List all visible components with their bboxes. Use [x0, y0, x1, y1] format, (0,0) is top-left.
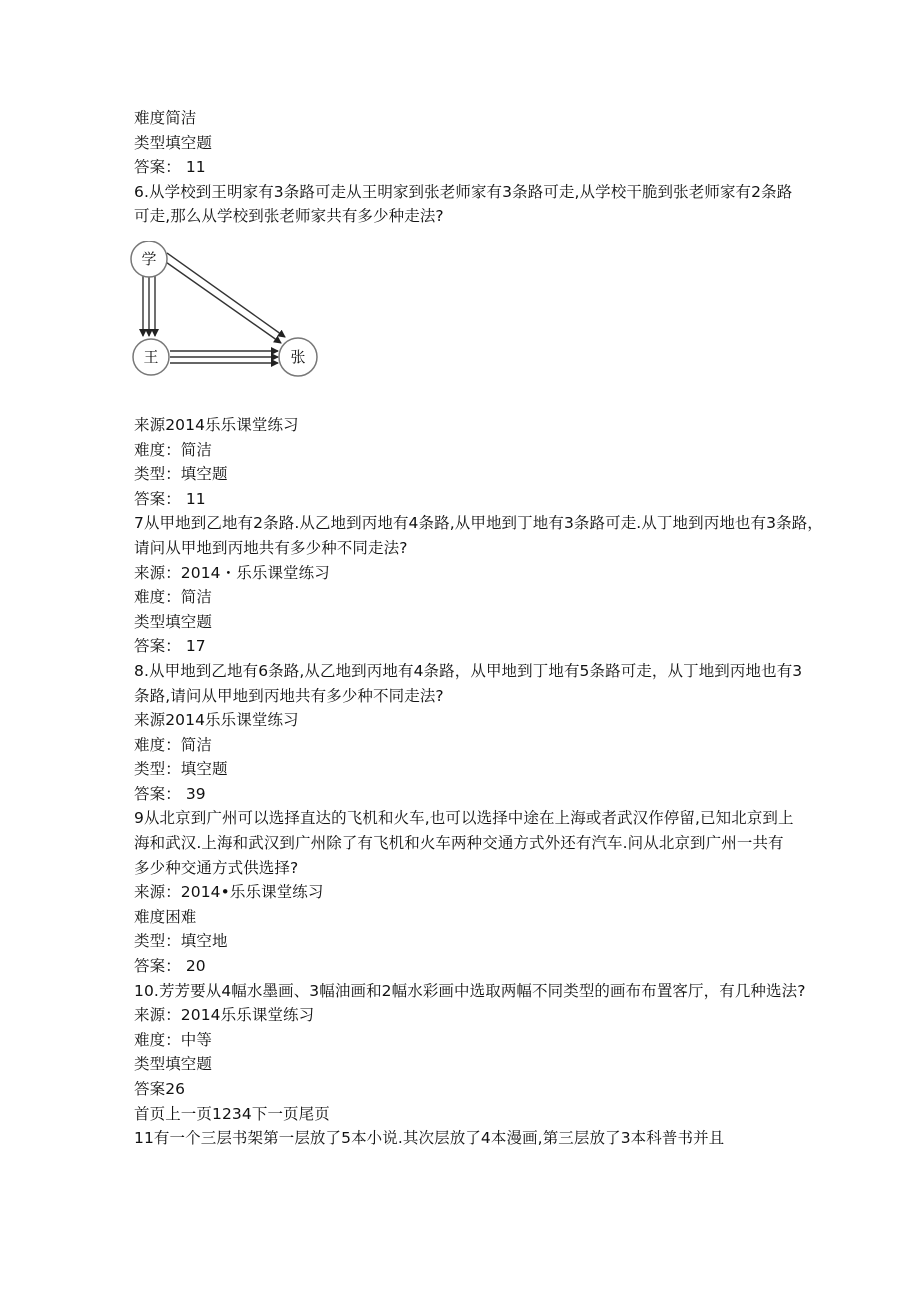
type-q10: 类型填空题: [134, 1055, 213, 1074]
question-9-line-1: 9从北京到广州可以选择直达的飞机和火车,也可以选择中途在上海或者武汉作停留,已知北京到上: [134, 809, 794, 828]
question-6-line-2: 可走,那么从学校到张老师家共有多少种走法?: [134, 207, 444, 226]
question-6-line-1: 6.从学校到王明家有3条路可走从王明家到张老师家有3条路可走,从学校干脆到张老师家有2条路: [134, 182, 793, 201]
question-9-line-3: 多少种交通方式供选择?: [134, 858, 299, 877]
type-q9: 类型：填空地: [134, 932, 228, 951]
arrows-school-to-zhang: [163, 253, 285, 343]
question-10: 10.芳芳要从4幅水墨画、3幅油画和2幅水彩画中选取两幅不同类型的画布布置客厅，有几种选法?: [134, 981, 806, 1000]
type-q8: 类型：填空题: [134, 760, 228, 779]
question-7-line-1: 7从甲地到乙地有2条路.从乙地到丙地有4条路,从甲地到丁地有3条路可走.从丁地到丙地也有3条路，: [134, 514, 823, 533]
difficulty-q8: 难度：简洁: [134, 735, 213, 754]
difficulty-q6: 难度：简洁: [134, 440, 213, 459]
arrows-school-to-wang: [143, 276, 155, 336]
type-q7: 类型填空题: [134, 612, 213, 631]
document-page: [134, 106, 823, 1151]
node-zhang: [279, 338, 317, 376]
source-q8: 来源2014乐乐课堂练习: [134, 711, 299, 730]
source-q9: 来源：2014•乐乐课堂练习: [134, 883, 324, 902]
node-school-label: 学: [141, 249, 157, 268]
node-zhang-label: 张: [290, 347, 306, 366]
node-wang-label: 王: [143, 347, 159, 366]
node-wang: [133, 339, 169, 375]
node-school: [131, 241, 167, 277]
route-diagram: [130, 241, 330, 405]
question-11-line-1: 11有一个三层书架第一层放了5本小说.其次层放了4本漫画,第三层放了3本科普书并且: [134, 1129, 725, 1148]
question-7-line-2: 请问从甲地到丙地共有多少种不同走法?: [134, 538, 408, 557]
question-8-line-1: 8.从甲地到乙地有6条路,从乙地到丙地有4条路，从甲地到丁地有5条路可走，从丁地到丙地也有3: [134, 661, 803, 680]
difficulty-q9: 难度困难: [134, 907, 197, 926]
pagination-text: 首页上一页1234下一页尾页: [134, 1104, 330, 1123]
type-q5: 类型填空题: [134, 133, 213, 152]
answer-q6: 答案： 11: [134, 489, 206, 508]
answer-q9: 答案： 20: [134, 957, 206, 976]
answer-q5: 答案： 11: [134, 158, 206, 177]
type-q6: 类型：填空题: [134, 465, 228, 484]
source-q6: 来源2014乐乐课堂练习: [134, 415, 299, 434]
source-q7: 来源：2014・乐乐课堂练习: [134, 563, 330, 582]
arrows-wang-to-zhang: [170, 351, 278, 363]
question-9-line-2: 海和武汉.上海和武汉到广州除了有飞机和火车两种交通方式外还有汽车.问从北京到广州一共有: [134, 834, 784, 853]
answer-q7: 答案： 17: [134, 637, 206, 656]
difficulty-q5: 难度简洁: [134, 109, 197, 127]
question-8-line-2: 条路,请问从甲地到丙地共有多少种不同走法?: [134, 686, 444, 705]
answer-q8: 答案： 39: [134, 784, 206, 803]
answer-q10: 答案26: [134, 1080, 186, 1098]
difficulty-q10: 难度：中等: [134, 1030, 213, 1049]
source-q10: 来源：2014乐乐课堂练习: [134, 1006, 315, 1025]
difficulty-q7: 难度：简洁: [134, 588, 213, 607]
